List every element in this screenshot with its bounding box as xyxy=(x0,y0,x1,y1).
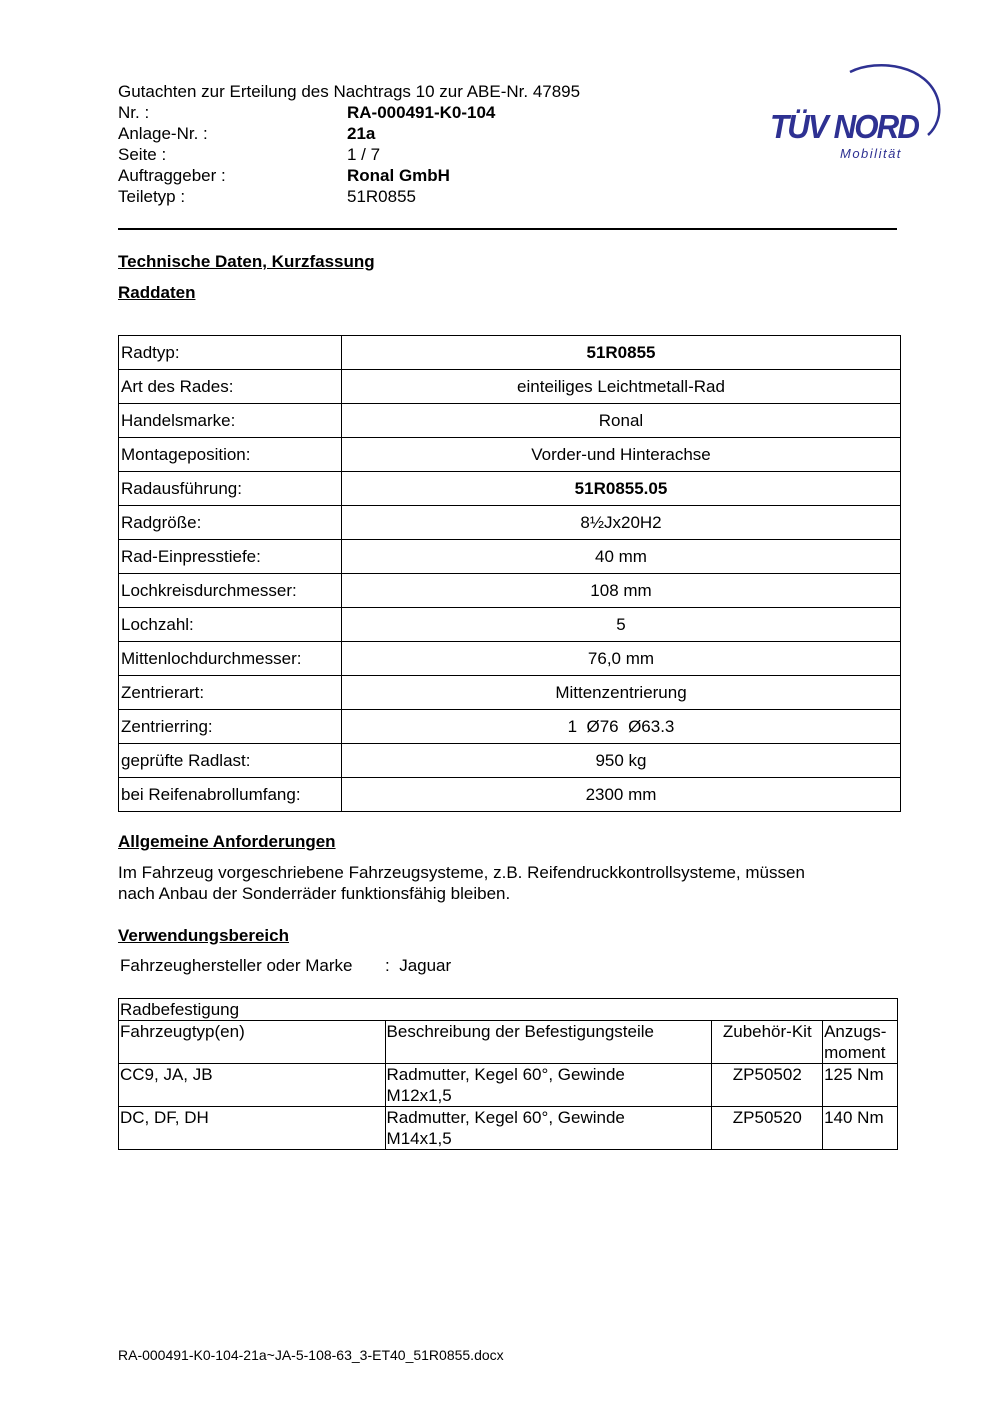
heading-wheel-data: Raddaten xyxy=(118,283,196,302)
table-row xyxy=(119,642,901,676)
header-value: Ronal GmbH xyxy=(347,166,450,185)
table-row xyxy=(119,540,901,574)
spec-key: Lochzahl: xyxy=(119,608,342,642)
spec-key: Radgröße: xyxy=(119,506,342,540)
header-line: Anzugs- xyxy=(824,1022,887,1041)
column-header xyxy=(823,1021,898,1064)
paragraph-line: Im Fahrzeug vorgeschriebene Fahrzeugsysteme, z.B. Reifendruckkontrollsysteme, müssen xyxy=(118,863,805,882)
description-line: Radmutter, Kegel 60°, Gewinde xyxy=(386,1065,625,1084)
spec-value: 8½Jx20H2 xyxy=(342,506,901,540)
spec-value: 108 mm xyxy=(342,574,901,608)
document-title: Gutachten zur Erteilung des Nachtrags 10 zur ABE-Nr. 47895 xyxy=(118,82,581,101)
wheel-data-table xyxy=(118,335,901,812)
header-value: 51R0855 xyxy=(347,187,417,206)
spec-value: 51R0855 xyxy=(342,336,901,370)
header-divider xyxy=(118,228,897,230)
fastener-description xyxy=(385,1107,712,1150)
spec-key: Radausführung: xyxy=(119,472,342,506)
manufacturer-value: Jaguar xyxy=(399,956,452,975)
torque: 125 Nm xyxy=(823,1064,898,1107)
header-row-nr xyxy=(118,102,580,123)
table-row xyxy=(119,404,901,438)
heading-usage: Verwendungsbereich xyxy=(118,926,289,945)
spec-value: 51R0855.05 xyxy=(342,472,901,506)
heading-general-requirements: Allgemeine Anforderungen xyxy=(118,832,336,851)
table-row xyxy=(119,438,901,472)
header-value: RA-000491-K0-104 xyxy=(347,103,496,122)
spec-value: 76,0 mm xyxy=(342,642,901,676)
header-label: Nr. : xyxy=(118,103,150,122)
spec-key: Radtyp: xyxy=(119,336,342,370)
spec-key: Zentrierring: xyxy=(119,710,342,744)
spec-key: Handelsmarke: xyxy=(119,404,342,438)
header-row-anlage xyxy=(118,123,580,144)
manufacturer-separator: : xyxy=(385,956,390,975)
torque: 140 Nm xyxy=(823,1107,898,1150)
spec-value: 1 Ø76 Ø63.3 xyxy=(342,710,901,744)
paragraph-line: nach Anbau der Sonderräder funktionsfähig bleiben. xyxy=(118,884,511,903)
accessory-kit: ZP50502 xyxy=(712,1064,823,1107)
description-line: Radmutter, Kegel 60°, Gewinde xyxy=(386,1108,625,1127)
header-label: Auftraggeber : xyxy=(118,166,226,185)
header-label: Seite : xyxy=(118,145,167,164)
spec-value: 2300 mm xyxy=(342,778,901,812)
spec-key: Montageposition: xyxy=(119,438,342,472)
manufacturer-label: Fahrzeughersteller oder Marke xyxy=(120,956,353,975)
table-row xyxy=(119,744,901,778)
table-row xyxy=(119,574,901,608)
description-line: M14x1,5 xyxy=(386,1129,452,1148)
footer-filename: RA-000491-K0-104-21a~JA-5-108-63_3-ET40_51R0855.docx xyxy=(118,1347,504,1363)
spec-value: einteiliges Leichtmetall-Rad xyxy=(342,370,901,404)
accessory-kit: ZP50520 xyxy=(712,1107,823,1150)
table-row xyxy=(119,472,901,506)
header-value: 21a xyxy=(347,124,376,143)
spec-key: Lochkreisdurchmesser: xyxy=(119,574,342,608)
spec-key: Art des Rades: xyxy=(119,370,342,404)
spec-key: Zentrierart: xyxy=(119,676,342,710)
table-row xyxy=(119,370,901,404)
table-row xyxy=(119,1107,898,1150)
header-label: Anlage-Nr. : xyxy=(118,124,208,143)
table-row xyxy=(119,710,901,744)
spec-value: Vorder-und Hinterachse xyxy=(342,438,901,472)
spec-key: Rad-Einpresstiefe: xyxy=(119,540,342,574)
tuv-nord-logo xyxy=(768,60,943,165)
svg-text:TÜV NORD: TÜV NORD xyxy=(770,108,920,145)
table-row xyxy=(119,608,901,642)
table-title-row xyxy=(119,999,898,1021)
description-line: M12x1,5 xyxy=(386,1086,452,1105)
spec-value: Mittenzentrierung xyxy=(342,676,901,710)
manufacturer-line xyxy=(120,956,451,976)
header-label: Teiletyp : xyxy=(118,187,186,206)
header-line: moment xyxy=(824,1043,886,1062)
heading-technical-data: Technische Daten, Kurzfassung xyxy=(118,252,375,271)
table-row xyxy=(119,336,901,370)
spec-key: Mittenlochdurchmesser: xyxy=(119,642,342,676)
document-header xyxy=(118,81,580,207)
header-value: 1 / 7 xyxy=(347,145,381,164)
general-requirements-text xyxy=(118,862,888,904)
header-row-auftraggeber xyxy=(118,165,580,186)
spec-key: bei Reifenabrollumfang: xyxy=(119,778,342,812)
spec-key: geprüfte Radlast: xyxy=(119,744,342,778)
spec-value: 5 xyxy=(342,608,901,642)
wheel-mounting-table xyxy=(118,998,898,1150)
vehicle-types: DC, DF, DH xyxy=(119,1107,386,1150)
table-row xyxy=(119,1064,898,1107)
column-header: Beschreibung der Befestigungsteile xyxy=(385,1021,712,1064)
table-title: Radbefestigung xyxy=(119,999,898,1021)
header-row-teiletyp xyxy=(118,186,580,207)
spec-value: 40 mm xyxy=(342,540,901,574)
table-row xyxy=(119,676,901,710)
svg-text:Mobilität: Mobilität xyxy=(840,146,902,161)
table-header-row xyxy=(119,1021,898,1064)
spec-value: 950 kg xyxy=(342,744,901,778)
column-header: Fahrzeugtyp(en) xyxy=(119,1021,386,1064)
fastener-description xyxy=(385,1064,712,1107)
column-header: Zubehör-Kit xyxy=(712,1021,823,1064)
table-row xyxy=(119,506,901,540)
table-row xyxy=(119,778,901,812)
spec-value: Ronal xyxy=(342,404,901,438)
header-row-seite xyxy=(118,144,580,165)
vehicle-types: CC9, JA, JB xyxy=(119,1064,386,1107)
